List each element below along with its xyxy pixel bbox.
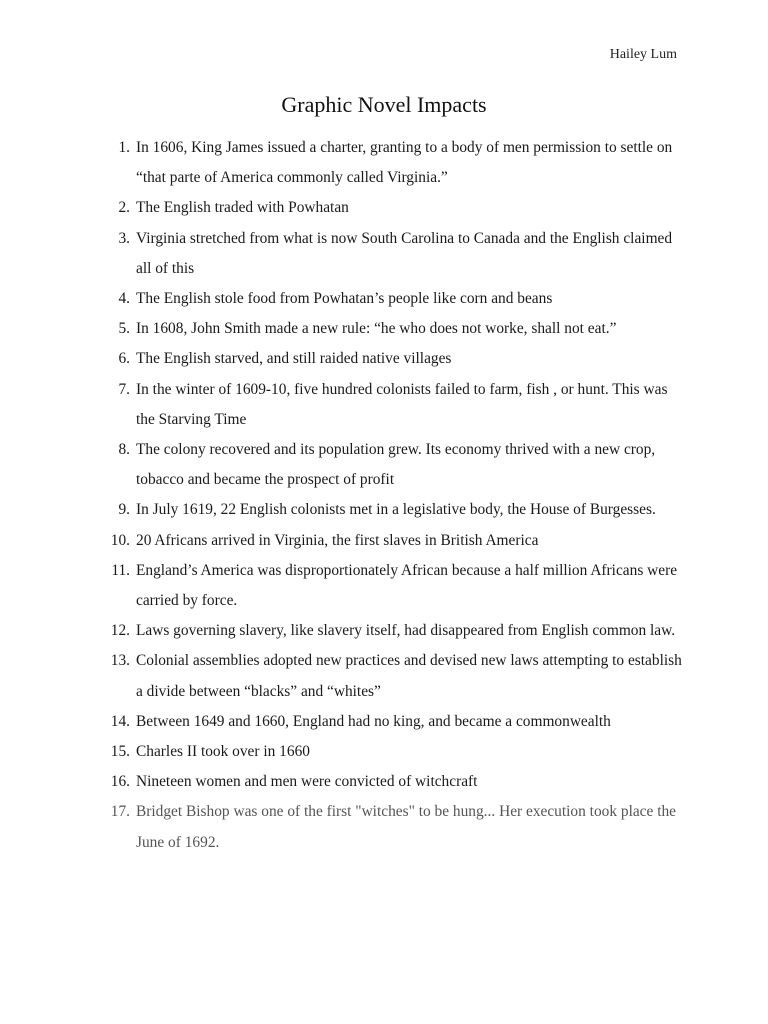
list-item — [102, 284, 682, 314]
list-item-number: 4. — [118, 290, 130, 308]
list-item-text: Laws governing slavery, like slavery itself, had disappeared from English common law. — [136, 622, 676, 640]
list-item — [102, 797, 682, 857]
list-item-number: 17. — [110, 803, 130, 821]
list-item — [102, 314, 682, 344]
list-item-text: 20 Africans arrived in Virginia, the first slaves in British America — [136, 531, 539, 549]
list-item — [102, 435, 682, 495]
list-item — [102, 133, 682, 193]
list-item-text: Between 1649 and 1660, England had no king, and became a commonwealth — [136, 712, 611, 730]
list-item — [102, 556, 682, 616]
page-title: Graphic Novel Impacts — [281, 92, 487, 117]
list-item-text: The English stole food from Powhatan’s people like corn and beans — [136, 290, 553, 308]
impacts-list — [102, 133, 682, 858]
author-name: Hailey Lum — [609, 47, 677, 62]
list-item-number: 15. — [110, 743, 130, 761]
list-item-text: Charles II took over in 1660 — [136, 743, 310, 761]
list-item-number: 8. — [118, 441, 130, 459]
list-item-text: In July 1619, 22 English colonists met in a legislative body, the House of Burgesses. — [136, 501, 656, 519]
list-item — [102, 224, 682, 284]
list-item-number: 3. — [118, 229, 130, 247]
list-item — [102, 495, 682, 525]
list-item-text: The colony recovered and its population grew. Its economy thrived with a new crop, tobacco and became the prospect of profit — [136, 441, 656, 489]
list-item-text: The English traded with Powhatan — [136, 199, 349, 217]
list-item-number: 6. — [118, 350, 130, 368]
list-item-number: 5. — [118, 320, 130, 338]
list-item — [102, 737, 682, 767]
list-item-number: 2. — [118, 199, 130, 217]
list-item-text: The English starved, and still raided native villages — [136, 350, 452, 368]
list-item-number: 7. — [118, 380, 130, 398]
list-item-text: In 1608, John Smith made a new rule: “he who does not worke, shall not eat.” — [136, 320, 617, 338]
list-item-text: England’s America was disproportionately African because a half million Africans were carried by force. — [136, 561, 678, 610]
list-item — [102, 344, 682, 374]
list-item-text: Bridget Bishop was one of the first "witches" to be hung... Her execution took place the June of 1692. — [136, 803, 676, 851]
list-item-text: Virginia stretched from what is now South Carolina to Canada and the English claimed all of this — [136, 229, 673, 277]
list-item-number: 13. — [110, 652, 130, 670]
list-item-number: 1. — [118, 139, 130, 156]
list-item — [102, 616, 682, 646]
list-item-text: In 1606, King James issued a charter, granting to a body of men permission to settle on “that parte of America commonly called Virginia.” — [136, 139, 673, 187]
list-item-text: In the winter of 1609-10, five hundred colonists failed to farm, fish , or hunt. This was the Starving Time — [136, 380, 668, 428]
list-item — [102, 375, 682, 435]
list-item-number: 11. — [111, 561, 130, 579]
list-item — [102, 707, 682, 737]
list-item-number: 16. — [110, 773, 130, 791]
list-item — [102, 646, 682, 706]
list-item — [102, 526, 682, 556]
list-item-number: 14. — [110, 712, 130, 730]
list-item-number: 9. — [118, 501, 130, 519]
list-item-number: 10. — [110, 531, 130, 549]
list-item — [102, 193, 682, 223]
list-item-text: Nineteen women and men were convicted of witchcraft — [136, 773, 478, 791]
list-item-number: 12. — [110, 622, 130, 640]
list-item — [102, 767, 682, 797]
list-item-text: Colonial assemblies adopted new practices and devised new laws attempting to establish a divide between “blacks” and “whites” — [136, 652, 682, 700]
